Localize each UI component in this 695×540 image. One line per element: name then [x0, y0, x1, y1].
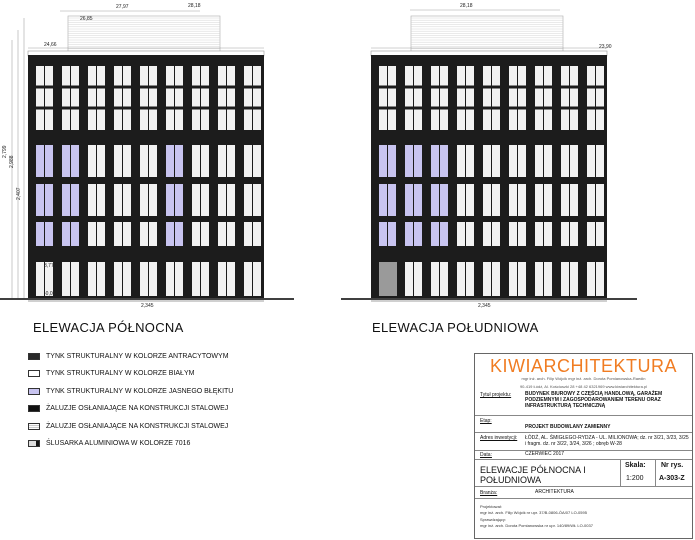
window-pane [414, 184, 422, 216]
window-pane [570, 222, 578, 246]
window-pane [218, 66, 226, 130]
window-pane [440, 262, 448, 296]
window-pane [518, 145, 526, 177]
window-pane [227, 184, 235, 216]
window-pane [544, 222, 552, 246]
window-pane [218, 262, 226, 296]
window-pane [192, 145, 200, 177]
window-pane [244, 184, 252, 216]
window-pane [166, 184, 174, 216]
legend-label: TYNK STRUKTURALNY W KOLORZE ANTRACYTOWYM [46, 352, 229, 360]
window-pane [587, 184, 595, 216]
south-elevation-building [341, 16, 637, 299]
legend-swatch-white [28, 370, 40, 377]
drawing-number-value: A-303-Z [659, 475, 685, 482]
divider [475, 415, 692, 416]
window-pane [414, 222, 422, 246]
checked-label: Sprawdzający: [480, 517, 507, 522]
window-pane [88, 66, 96, 130]
window-pane [535, 262, 543, 296]
legend-item [28, 436, 328, 452]
window-pane [71, 145, 79, 177]
window-pane [440, 66, 448, 130]
window-pane [535, 222, 543, 246]
window-pane [123, 184, 131, 216]
checked-value: mgr inż. arch. Dorota Pomianowska nr upr. 140/89/WŁ LO-0037 [480, 523, 593, 528]
window-pane [36, 184, 44, 216]
window-pane [535, 66, 543, 130]
dim-side-2: 2,988 [9, 155, 15, 168]
window-pane [36, 222, 44, 246]
window-pane [466, 262, 474, 296]
legend-label: ŚLUSARKA ALUMINIOWA W KOLORZE 7016 [46, 440, 191, 447]
window-pane [535, 145, 543, 177]
window-pane [509, 222, 517, 246]
window-pane [561, 262, 569, 296]
window-pane [218, 145, 226, 177]
company-logo [475, 356, 692, 377]
legend-swatch-light-blue [28, 388, 40, 395]
window-pane [244, 262, 252, 296]
window-pane [570, 145, 578, 177]
project-value: BUDYNEK BIUROWY Z CZĘŚCIĄ HANDLOWĄ, GARAŻEM PODZIEMNYM I ZAGOSPODAROWANIEM TERENU ORAZ INFRASTRUKTURĄ TECHNICZNĄ [525, 391, 663, 409]
window-pane [36, 145, 44, 177]
window-pane [535, 184, 543, 216]
window-pane [518, 184, 526, 216]
legend-item [28, 418, 328, 434]
legend-label: ŻALUZJE OSŁANIAJĄCE NA KONSTRUKCJI STALOWEJ [46, 405, 229, 412]
window-pane [388, 66, 396, 130]
window-pane [140, 184, 148, 216]
window-pane [175, 145, 183, 177]
window-pane [201, 184, 209, 216]
north-elevation-title: ELEWACJA PÓŁNOCNA [33, 320, 184, 335]
dim-top-3: 26,85 [80, 16, 93, 22]
window-pane [431, 66, 439, 130]
window-pane [509, 184, 517, 216]
window-pane [379, 145, 387, 177]
window-pane [483, 222, 491, 246]
window-pane [114, 145, 122, 177]
window-pane [388, 222, 396, 246]
window-pane [570, 184, 578, 216]
window-pane [36, 66, 44, 130]
window-pane [253, 222, 261, 246]
window-pane [218, 184, 226, 216]
dim-parapet-right: 23,90 [599, 44, 612, 50]
window-pane [192, 184, 200, 216]
window-pane [440, 145, 448, 177]
rooftop-penthouse [411, 16, 563, 52]
dim-width-right: 2,345 [478, 303, 491, 309]
window-pane [140, 262, 148, 296]
dim-width-left: 2,345 [141, 303, 154, 309]
window-pane [587, 222, 595, 246]
window-pane [201, 262, 209, 296]
window-pane [596, 184, 604, 216]
window-pane [570, 262, 578, 296]
drawing-name: ELEWACJE PÓŁNOCNA I POŁUDNIOWA [480, 465, 586, 485]
north-elevation-building [0, 16, 294, 299]
window-pane [431, 184, 439, 216]
title-block [474, 353, 693, 539]
dim-top-2: 28,18 [188, 3, 201, 9]
branch-label: Branża: [480, 490, 498, 496]
window-pane [405, 66, 413, 130]
legend-swatch-anthracite [28, 353, 40, 360]
window-pane [227, 262, 235, 296]
window-pane [140, 145, 148, 177]
legend-swatch-light-louvre [28, 423, 40, 430]
window-pane [114, 66, 122, 130]
window-pane [379, 66, 387, 130]
window-pane [544, 184, 552, 216]
window-pane [62, 222, 70, 246]
window-pane [570, 66, 578, 130]
window-pane [561, 145, 569, 177]
window-pane [457, 66, 465, 130]
window-pane [175, 184, 183, 216]
window-pane [123, 262, 131, 296]
window-pane [518, 262, 526, 296]
divider [475, 459, 692, 460]
window-pane [544, 145, 552, 177]
window-pane [244, 145, 252, 177]
project-label: Tytuł projektu: [480, 392, 512, 398]
window-pane [97, 262, 105, 296]
window-pane [62, 145, 70, 177]
stage-value: PROJEKT BUDOWLANY ZAMIENNY [525, 424, 611, 430]
window-pane [466, 184, 474, 216]
window-pane [587, 145, 595, 177]
drawing-number-label: Nr rys. [661, 462, 684, 469]
window-pane [405, 222, 413, 246]
company-authors: mgr inż. arch. Filip Wójcik mgr inż. arch. Dorota Pomianowska-Raedin [521, 376, 646, 381]
window-pane [97, 66, 105, 130]
window-pane [483, 184, 491, 216]
window-pane [492, 184, 500, 216]
date-value: CZERWIEC 2017 [525, 451, 565, 457]
window-pane [45, 222, 53, 246]
window-pane [596, 262, 604, 296]
window-pane [123, 66, 131, 130]
divider [475, 498, 692, 499]
window-pane [149, 145, 157, 177]
window-pane [518, 222, 526, 246]
branch-value: ARCHITEKTURA [535, 489, 574, 495]
legend-swatch-black-louvre [28, 405, 40, 412]
legend-item [28, 348, 328, 364]
window-pane [388, 184, 396, 216]
window-pane [114, 262, 122, 296]
window-pane [123, 145, 131, 177]
window-pane [518, 66, 526, 130]
window-pane [88, 222, 96, 246]
window-pane [175, 262, 183, 296]
window-pane [71, 262, 79, 296]
window-pane [483, 66, 491, 130]
south-elevation-title: ELEWACJA POŁUDNIOWA [372, 320, 539, 335]
window-pane [561, 222, 569, 246]
address-value: ŁÓDŹ, AL. ŚMIGŁEGO-RYDZA - UL. MILIONOWA; dz. nr 3/21, 3/23, 3/25 i fragm. dz. nr 3/22, 3/24, 3/26 ; obręb W-28 [525, 435, 689, 447]
divider [655, 459, 656, 486]
window-pane [218, 222, 226, 246]
window-pane [149, 262, 157, 296]
divider [475, 486, 692, 487]
window-pane [414, 145, 422, 177]
legend-item [28, 366, 328, 382]
window-pane [227, 222, 235, 246]
window-pane [97, 145, 105, 177]
dim-side-3: 2,407 [16, 187, 22, 200]
dim-floor-left: 3,77 [44, 263, 54, 269]
window-pane [509, 66, 517, 130]
window-pane [253, 66, 261, 130]
window-pane [596, 222, 604, 246]
date-label: Data: [480, 452, 492, 458]
window-pane [561, 66, 569, 130]
window-pane [114, 222, 122, 246]
window-pane [88, 262, 96, 296]
designed-value: mgr inż. arch. Filip Wójcik nr upr. 37/B-0806-ÓA/07 LO-0595 [480, 510, 587, 515]
window-pane [62, 184, 70, 216]
divider [620, 459, 621, 486]
window-pane [466, 222, 474, 246]
dim-ground-left: -0,05 [44, 291, 56, 297]
window-pane [431, 222, 439, 246]
window-pane [97, 184, 105, 216]
window-pane [227, 145, 235, 177]
window-pane [201, 222, 209, 246]
window-pane [149, 66, 157, 130]
legend [28, 348, 328, 453]
legend-swatch-aluminium [28, 440, 40, 447]
window-pane [509, 262, 517, 296]
window-pane [388, 145, 396, 177]
window-pane [201, 66, 209, 130]
window-pane [123, 222, 131, 246]
window-pane [253, 184, 261, 216]
window-pane [62, 66, 70, 130]
window-pane [414, 262, 422, 296]
company-address: 90-419 Łódź, Al. Kościuszki 28 +48 42 6321969 www.kiwiarchitektura.pl [519, 384, 648, 389]
window-pane [466, 66, 474, 130]
window-pane [457, 145, 465, 177]
address-label: Adres inwestycji: [480, 435, 518, 441]
legend-item [28, 383, 328, 399]
window-pane [114, 184, 122, 216]
window-pane [457, 222, 465, 246]
window-pane [192, 262, 200, 296]
window-pane [140, 66, 148, 130]
scale-value: 1:200 [626, 475, 644, 482]
dim-side-1: 2,799 [2, 145, 8, 158]
window-pane [244, 66, 252, 130]
window-pane [166, 262, 174, 296]
window-pane [253, 262, 261, 296]
legend-label: TYNK STRUKTURALNY W KOLORZE JASNEGO BŁĘKITU [46, 387, 234, 395]
stage-label: Etap: [480, 418, 492, 424]
window-pane [244, 222, 252, 246]
logo-part-kiwi: KIWI [489, 356, 531, 376]
window-pane [405, 145, 413, 177]
window-pane [483, 145, 491, 177]
window-pane [492, 145, 500, 177]
legend-label: TYNK STRUKTURALNY W KOLORZE BIAŁYM [46, 370, 195, 377]
window-pane [561, 184, 569, 216]
window-pane [466, 145, 474, 177]
window-pane [88, 145, 96, 177]
window-pane [201, 145, 209, 177]
window-pane [71, 66, 79, 130]
window-pane [45, 66, 53, 130]
window-pane [509, 145, 517, 177]
window-pane [492, 222, 500, 246]
legend-item [28, 401, 328, 417]
window-pane [379, 222, 387, 246]
dim-top-right: 28,18 [460, 3, 473, 9]
window-pane [405, 262, 413, 296]
designed-label: Projektował: [480, 504, 502, 509]
window-pane [483, 262, 491, 296]
window-pane [166, 222, 174, 246]
window-pane [431, 145, 439, 177]
window-pane [457, 262, 465, 296]
dim-parapet-left: 24,66 [44, 42, 57, 48]
window-pane [175, 66, 183, 130]
window-pane [45, 184, 53, 216]
window-pane [166, 145, 174, 177]
window-pane [587, 66, 595, 130]
entrance-door [379, 262, 397, 296]
logo-part-architektura: ARCHITEKTURA [530, 356, 677, 376]
window-pane [492, 66, 500, 130]
window-pane [596, 66, 604, 130]
window-pane [587, 262, 595, 296]
window-pane [405, 184, 413, 216]
dim-top-1: 27,97 [116, 4, 129, 10]
window-pane [431, 262, 439, 296]
window-pane [71, 184, 79, 216]
window-pane [414, 66, 422, 130]
window-pane [227, 66, 235, 130]
window-pane [88, 184, 96, 216]
window-pane [192, 66, 200, 130]
window-pane [253, 145, 261, 177]
window-pane [440, 222, 448, 246]
window-pane [97, 222, 105, 246]
window-pane [62, 262, 70, 296]
window-pane [166, 66, 174, 130]
window-pane [71, 222, 79, 246]
window-pane [36, 262, 44, 296]
window-pane [457, 184, 465, 216]
window-pane [192, 222, 200, 246]
window-pane [175, 222, 183, 246]
window-pane [149, 184, 157, 216]
window-pane [596, 145, 604, 177]
legend-label: ŻALUZJE OSŁANIAJĄCE NA KONSTRUKCJI STALOWEJ [46, 422, 229, 430]
window-pane [440, 184, 448, 216]
window-pane [544, 262, 552, 296]
scale-label: Skala: [625, 462, 646, 469]
window-pane [379, 184, 387, 216]
divider [475, 432, 692, 433]
window-pane [149, 222, 157, 246]
window-pane [544, 66, 552, 130]
window-pane [45, 145, 53, 177]
window-pane [140, 222, 148, 246]
window-pane [492, 262, 500, 296]
